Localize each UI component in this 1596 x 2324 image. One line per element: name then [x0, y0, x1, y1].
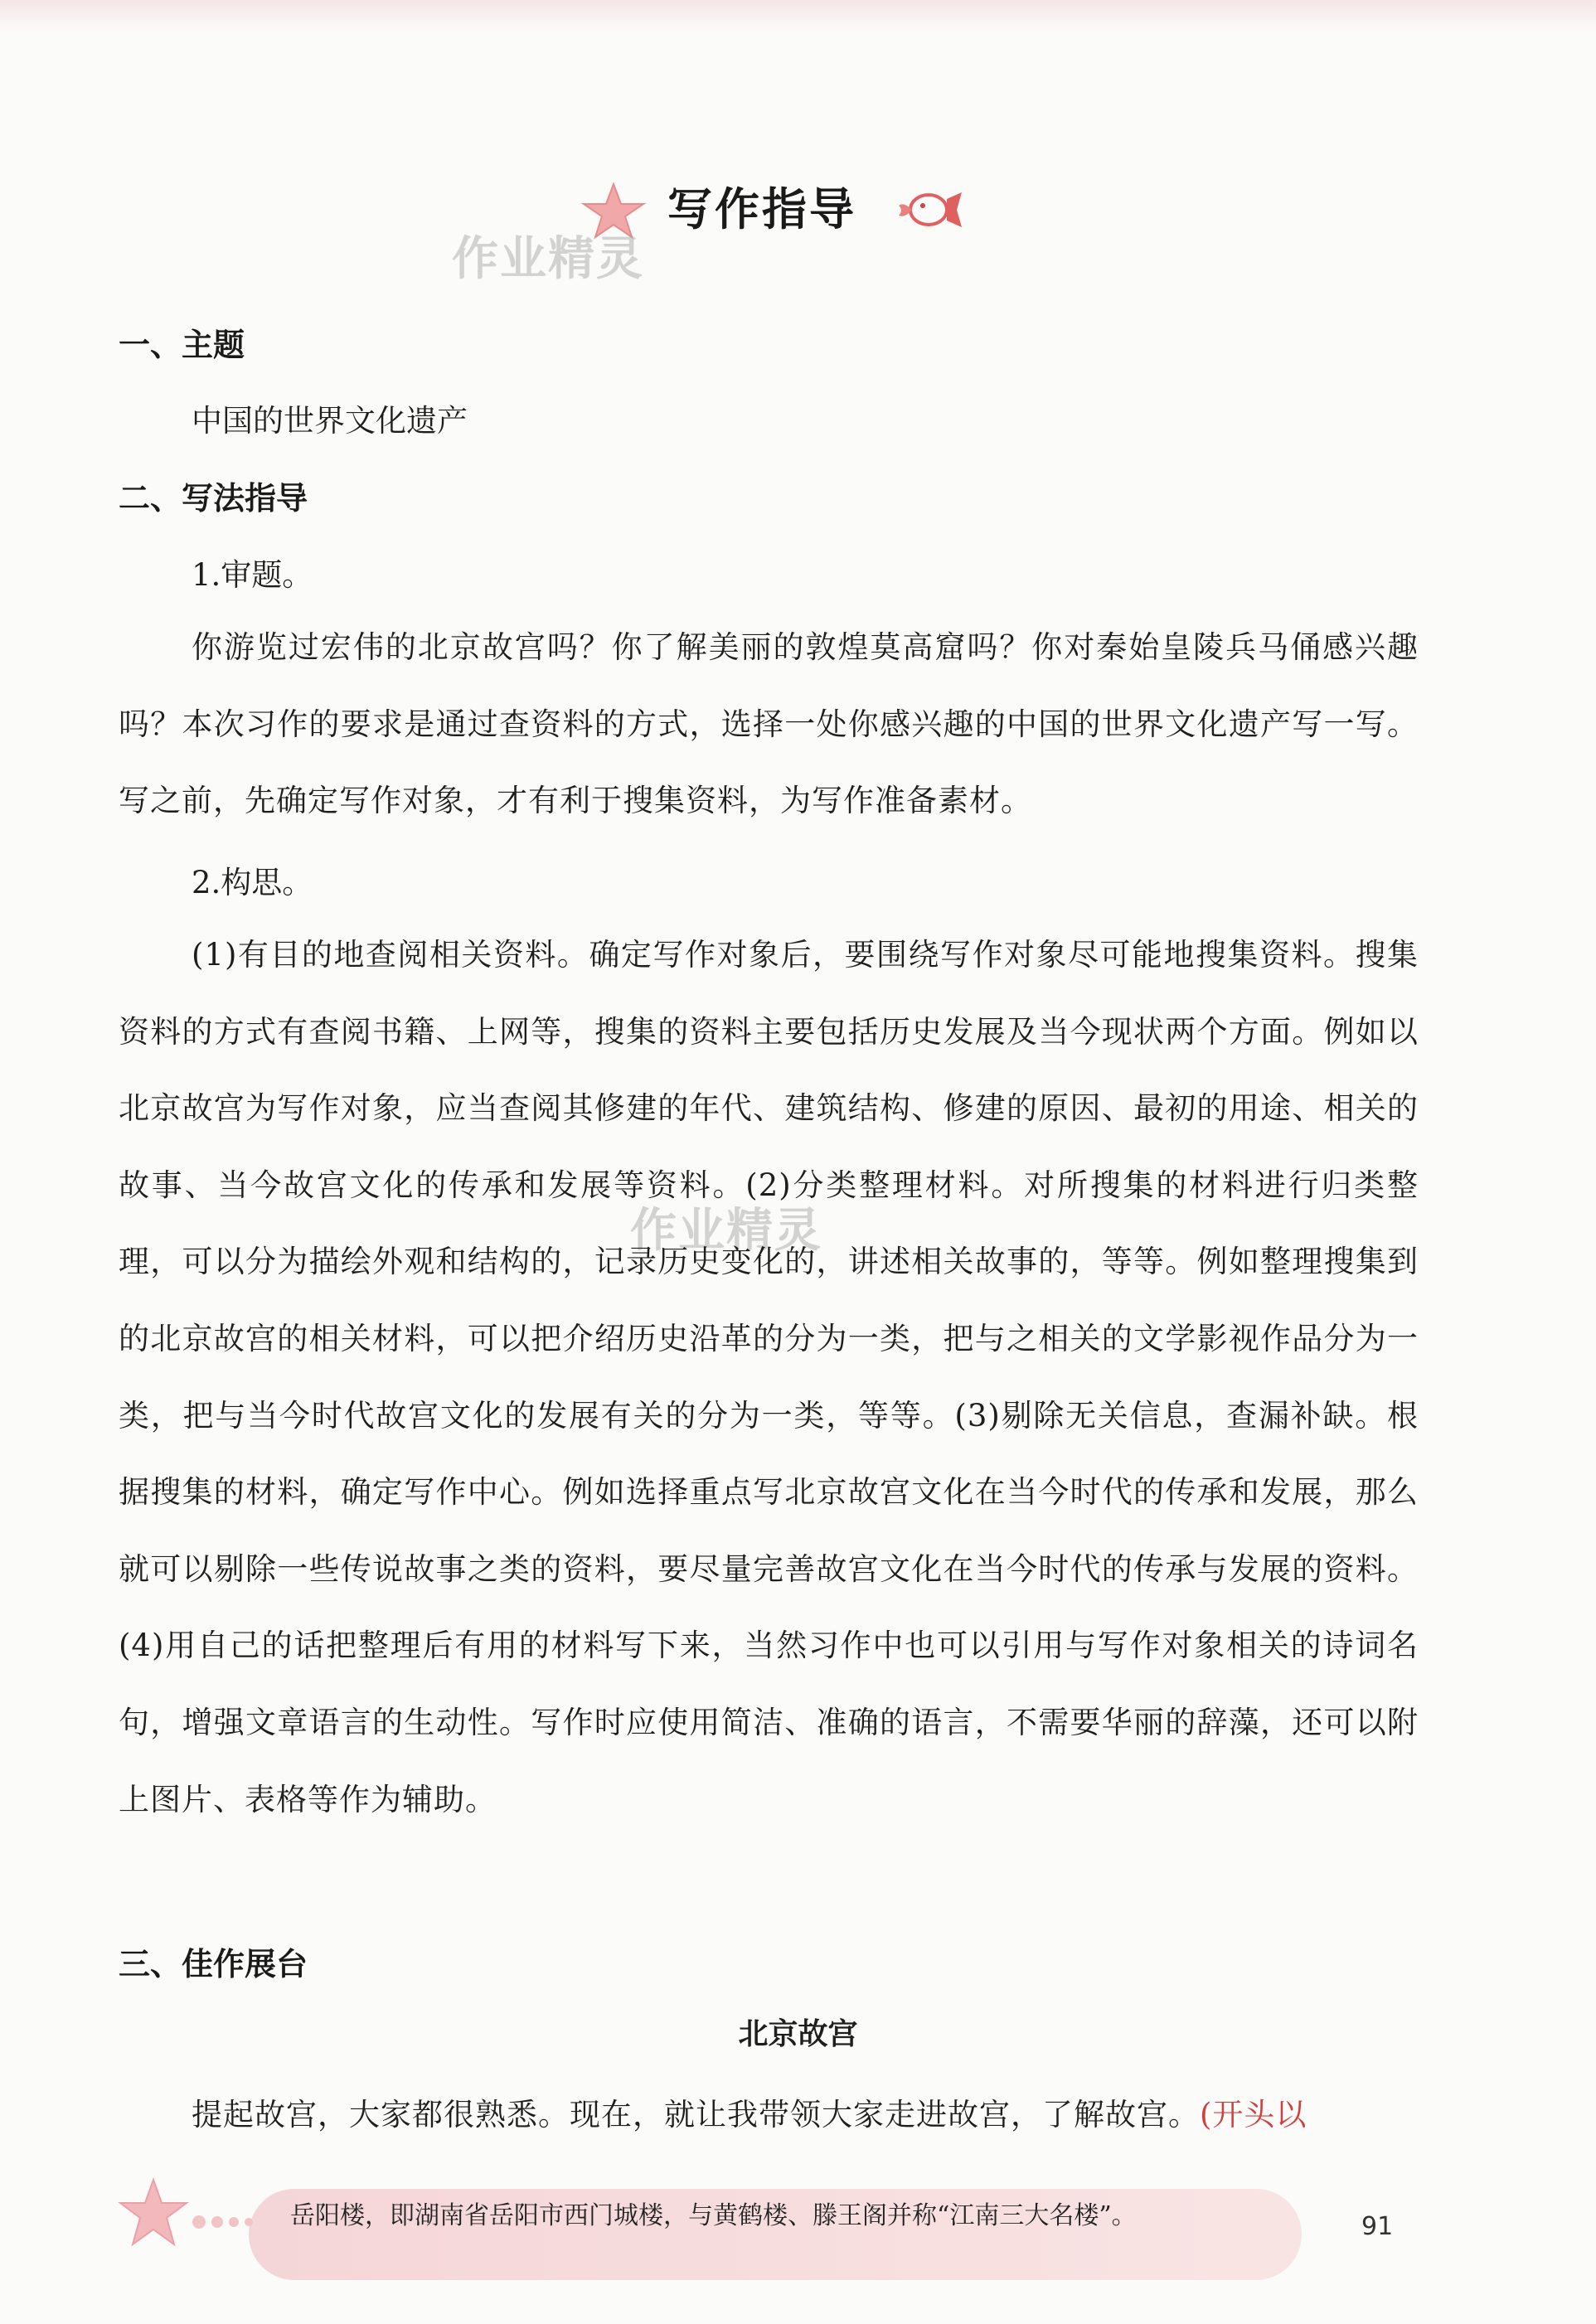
- guide-paragraph-1: 你游览过宏伟的北京故宫吗？你了解美丽的敦煌莫高窟吗？你对秦始皇陵兵马俑感兴趣吗？本次习作的要求是通过查资料的方式，选择一处你感兴趣的中国的世界文化遗产写一写。写之前，先确定写作对象，才有利于搜集资料，为写作准备素材。: [119, 629, 1419, 819]
- essay-first-line: [192, 2089, 1419, 2134]
- page-number: 91: [1361, 2212, 1394, 2241]
- watermark: 作业精灵: [630, 1204, 822, 1258]
- watermark: 作业精灵: [452, 232, 644, 286]
- guide-paragraph-2: (1)有目的地查阅相关资料。确定写作对象后，要围绕写作对象尽可能地搜集资料。搜集资料的方式有查阅书籍、上网等，搜集的资料主要包括历史发展及当今现状两个方面。例如以北京故宫为写作对象，应当查阅其修建的年代、建筑结构、修建的原因、最初的用途、相关的故事、当今故宫文化的传承和发展等资料。(2)分类整理材料。对所搜集的材料进行归类整理，可以分为描绘外观和结构的，记录历史变化的，讲述相关故事的，等等。例如整理搜集到的北京故宫的相关材料，可以把介绍历史沿革的分为一类，把与之相关的文学影视作品分为一类，把与当今时代故宫文化的发展有关的分为一类，等等。(3)剔除无关信息，查漏补缺。根据搜集的材料，确定写作中心。例如选择重点写北京故宫文化在当今时代的传承和发展，那么就可以剔除一些传说故事之类的资料，要尽量完善故宫文化在当今时代的传承与发展的资料。(4)用自己的话把整理后有用的材料写下来，当然习作中也可以引用与写作对象相关的诗词名句，增强文章语言的生动性。写作时应使用简洁、准确的语言，不需要华丽的辞藻，还可以附上图片、表格等作为辅助。: [119, 937, 1419, 1817]
- essay-annotation: (开头以: [1200, 2097, 1307, 2132]
- step-1-label: 1.审题。: [192, 557, 313, 593]
- essay-text: 提起故宫，大家都很熟悉。现在，就让我带领大家走进故宫，了解故宫。: [192, 2097, 1200, 2132]
- theme-text: 中国的世界文化遗产: [192, 403, 468, 439]
- top-decoration-band: [0, 0, 1596, 33]
- essay-title: 北京故宫: [738, 2017, 858, 2051]
- section-heading-guide: 二、写法指导: [119, 480, 308, 517]
- section-heading-theme: 一、主题: [119, 327, 245, 363]
- page-title: 写作指导: [667, 183, 856, 235]
- title-area: [0, 174, 1596, 249]
- section-heading-showcase: 三、佳作展台: [119, 1946, 308, 1982]
- bubble-decoration-icon: [191, 2210, 257, 2234]
- footer-note: 岳阳楼，即湖南省岳阳市西门城楼，与黄鹤楼、滕王阁并称“江南三大名楼”。: [290, 2201, 1137, 2230]
- starfish-icon: [116, 2176, 191, 2251]
- fish-icon: [895, 181, 970, 239]
- step-2-label: 2.构思。: [192, 865, 313, 900]
